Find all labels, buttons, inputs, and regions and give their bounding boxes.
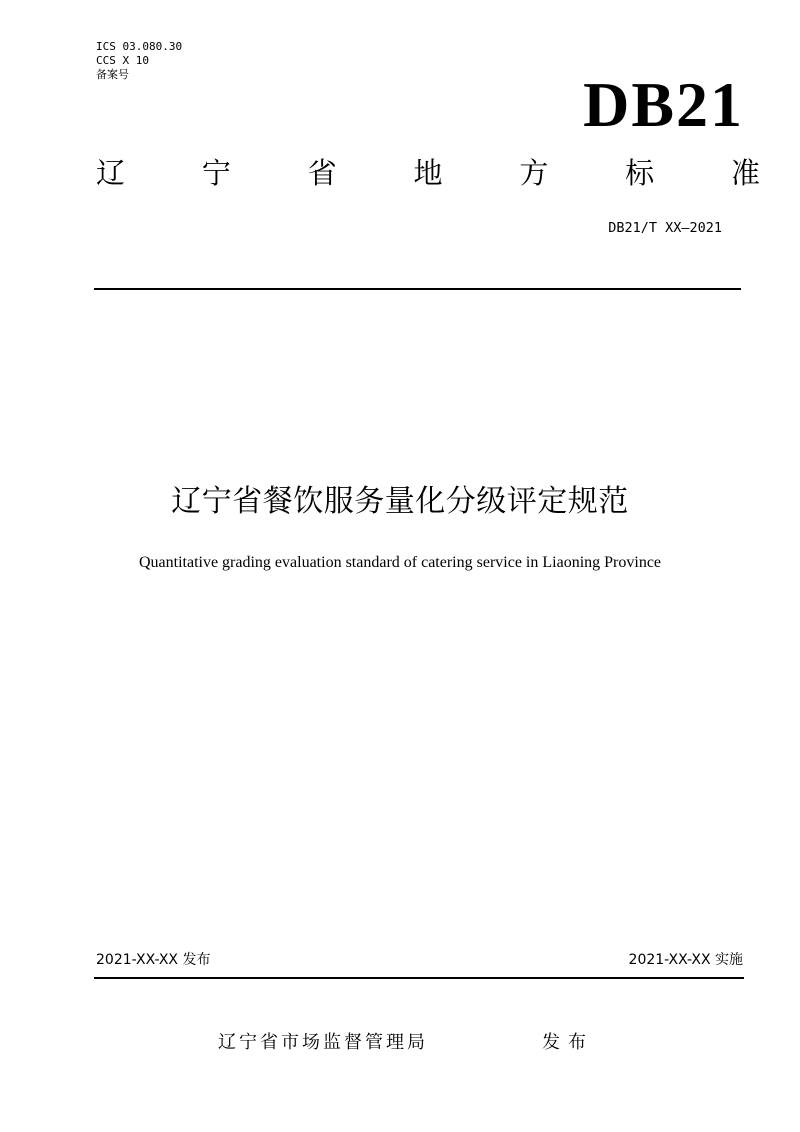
issuing-authority: 辽宁省市场监督管理局 (218, 1032, 428, 1053)
publish-date: 2021-XX-XX 发布 (96, 952, 211, 968)
standard-type-char: 辽 (96, 156, 126, 190)
record-number-label: 备案号 (96, 68, 129, 81)
ics-code: ICS 03.080.30 (96, 40, 183, 53)
standard-type-char: 准 (730, 156, 760, 190)
standard-code-logo: DB21 (583, 69, 744, 140)
standard-type-char: 宁 (201, 156, 231, 190)
implement-date: 2021-XX-XX 实施 (628, 952, 743, 968)
standard-number: DB21/T XX—2021 (608, 220, 722, 236)
classification-block (96, 40, 182, 82)
standard-type-char: 地 (413, 156, 443, 190)
document-title-en: Quantitative grading evaluation standard of catering service in Liaoning Province (138, 554, 662, 571)
ccs-code: CCS X 10 (96, 54, 149, 67)
top-divider (94, 288, 741, 290)
standard-type-char: 方 (519, 156, 549, 190)
standard-type-heading (96, 153, 760, 193)
bottom-divider (94, 977, 744, 979)
standard-type-char: 省 (307, 156, 337, 190)
issuing-action: 发布 (542, 1032, 594, 1053)
standard-type-char: 标 (625, 156, 655, 190)
document-title-cn: 辽宁省餐饮服务量化分级评定规范 (171, 484, 629, 519)
